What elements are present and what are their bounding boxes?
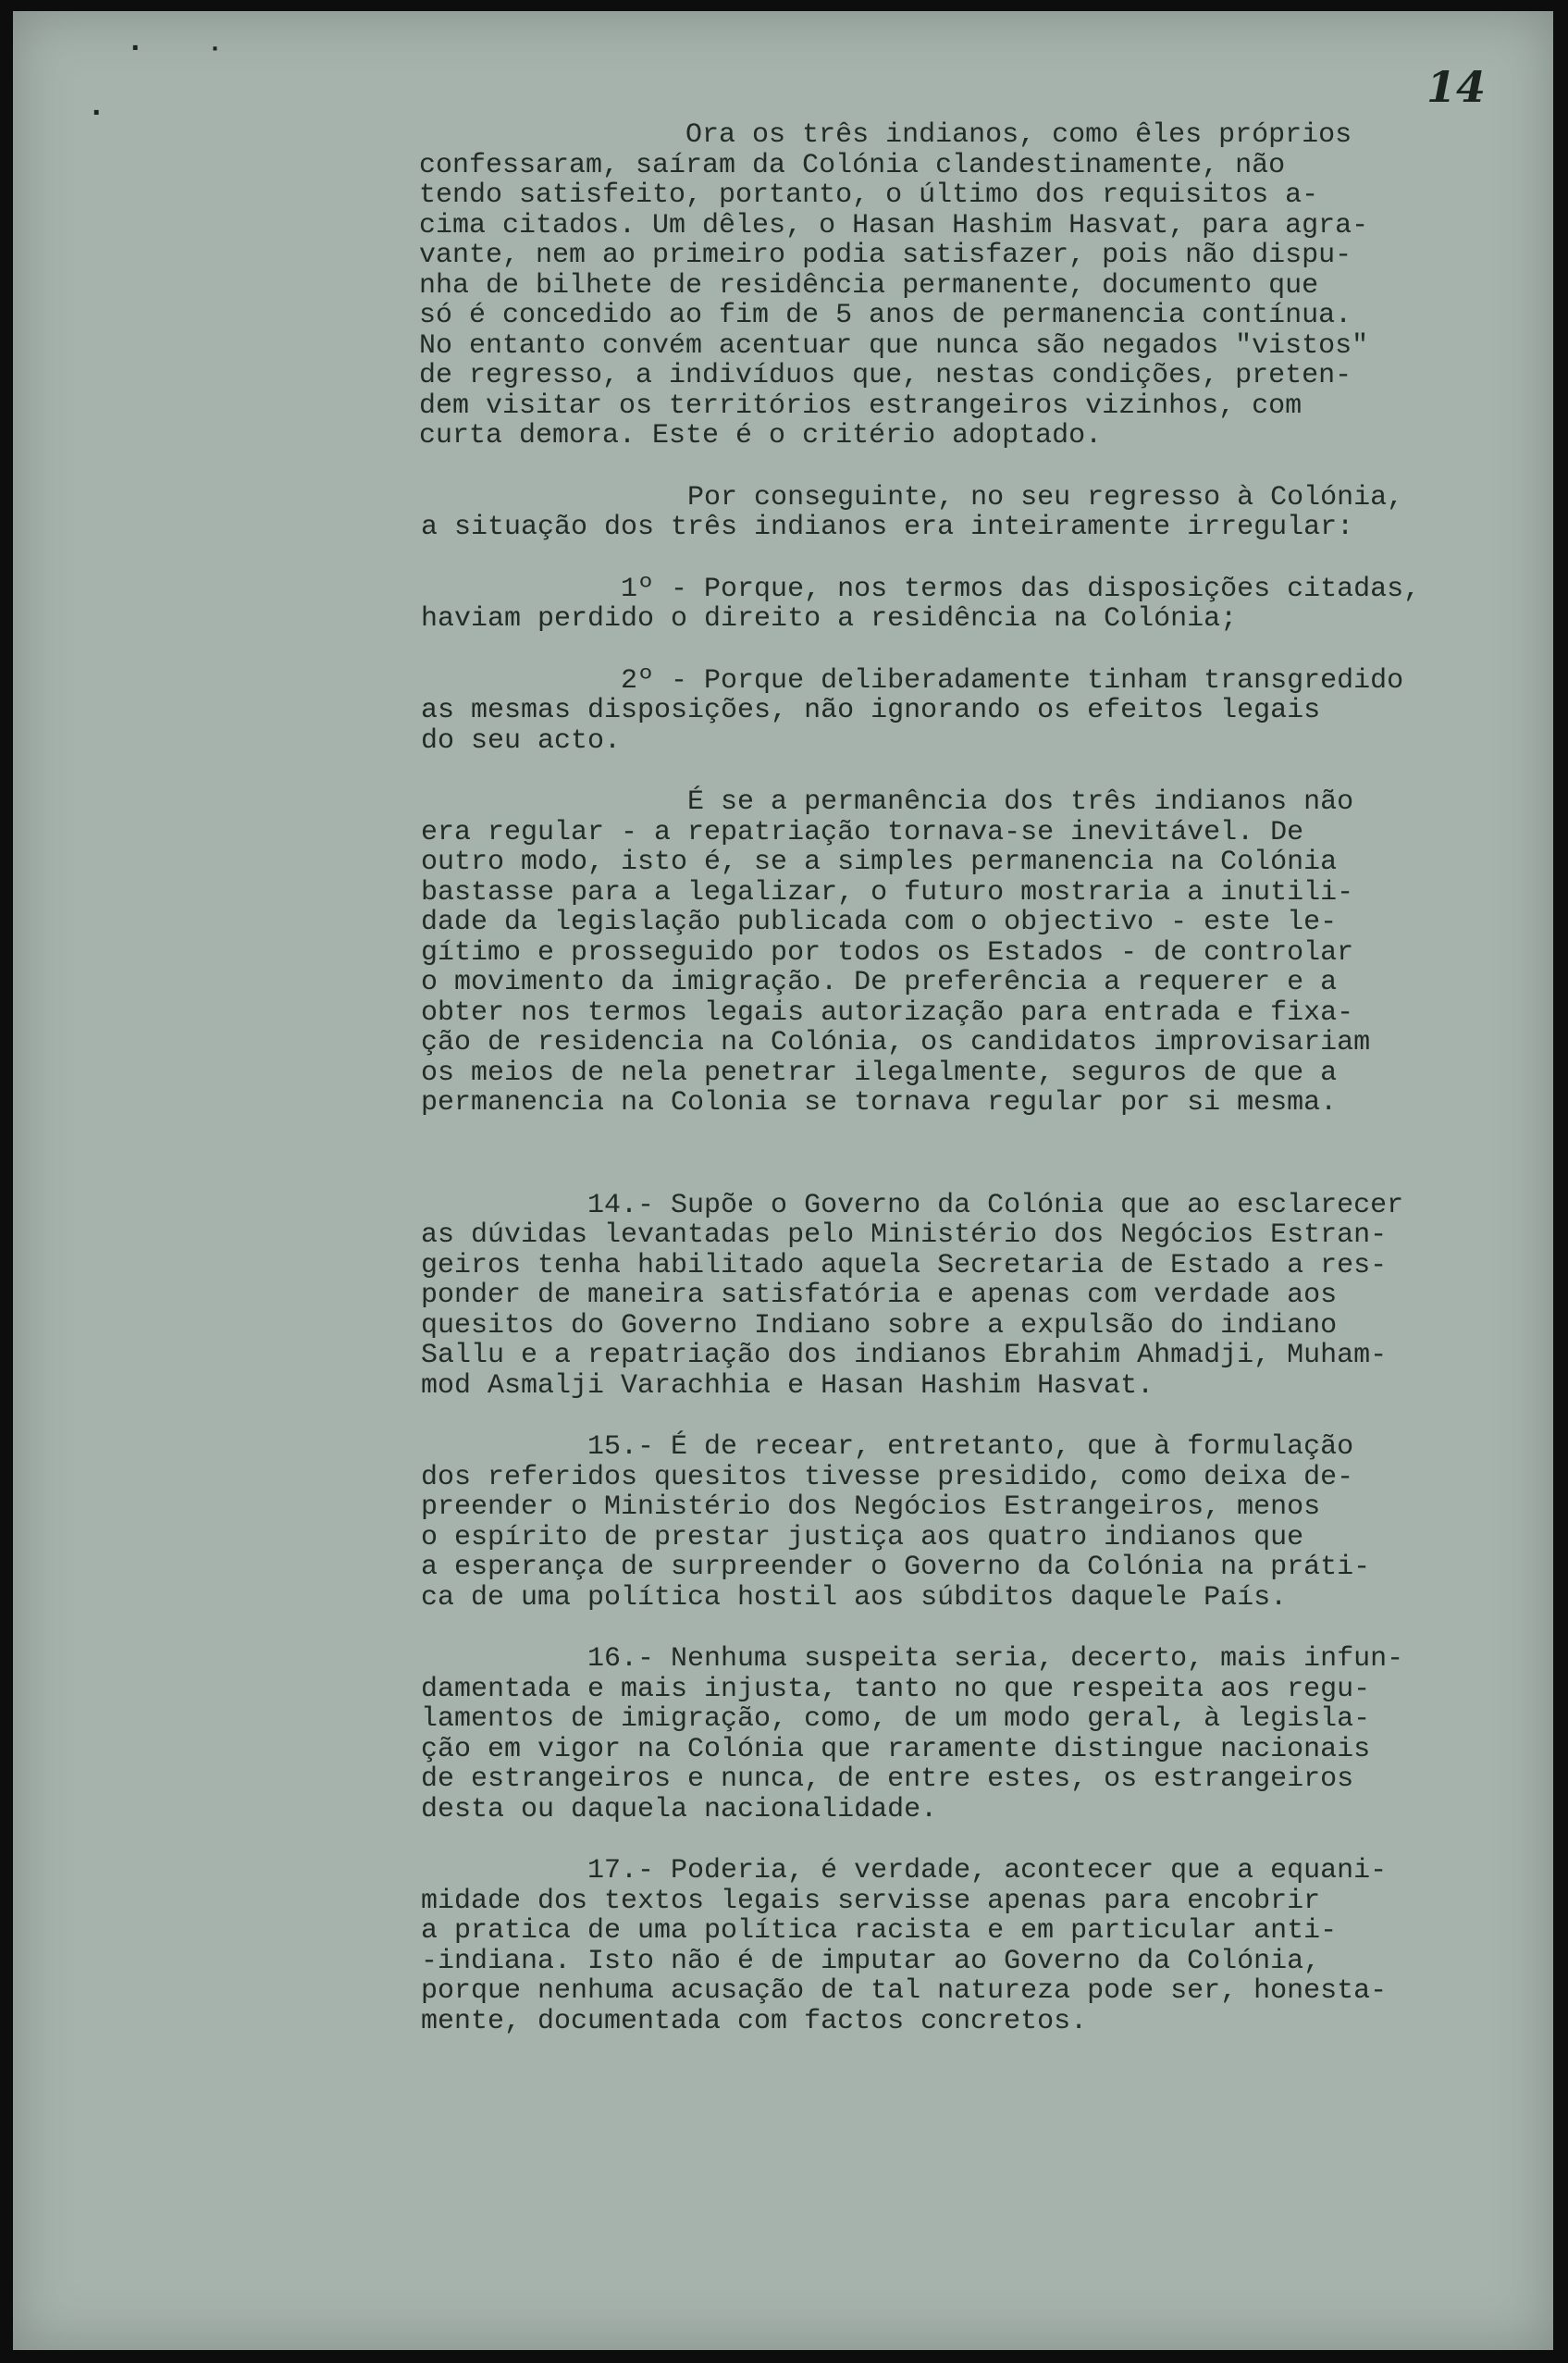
paragraph xyxy=(421,787,1494,1119)
text-line: de regresso, a indivíduos que, nestas condições, preten- xyxy=(419,360,1352,391)
text-line: só é concedido ao fim de 5 anos de permanencia contínua. xyxy=(419,300,1352,331)
text-line: dos referidos quesitos tivesse presidido, como deixa de- xyxy=(421,1461,1354,1493)
paragraph xyxy=(421,1856,1494,2036)
text-line: 14.- Supõe o Governo da Colónia que ao esclarecer xyxy=(421,1189,1404,1221)
text-line: Por conseguinte, no seu regresso à Colónia, xyxy=(421,481,1404,513)
text-line: 2º - Porque deliberadamente tinham transgredido xyxy=(421,664,1404,697)
body-text xyxy=(421,120,1494,2036)
text-line: o movimento da imigração. De preferência a requerer e a xyxy=(421,967,1338,998)
text-line: midade dos textos legais servisse apenas para encobrir xyxy=(421,1885,1321,1917)
text-line: permanencia na Colonia se tornava regular por si mesma. xyxy=(421,1087,1338,1119)
text-line: 1º - Porque, nos termos das disposições citadas, xyxy=(421,573,1421,605)
text-line: -indiana. Isto não é de imputar ao Governo da Colónia, xyxy=(421,1945,1321,1977)
text-line: porque nenhuma acusação de tal natureza pode ser, honesta- xyxy=(421,1975,1388,2007)
paragraph xyxy=(419,120,1494,452)
text-line: cima citados. Um dêles, o Hasan Hashim Hasvat, para agra- xyxy=(419,209,1369,241)
text-line: 17.- Poderia, é verdade, acontecer que a equani- xyxy=(421,1855,1388,1887)
text-line: 16.- Nenhuma suspeita seria, decerto, mais infun- xyxy=(421,1643,1404,1675)
paragraph xyxy=(421,575,1494,635)
text-line: era regular - a repatriação tornava-se inevitável. De xyxy=(421,816,1304,848)
text-line: vante, nem ao primeiro podia satisfazer, pois não dispu- xyxy=(419,240,1352,271)
text-line: gítimo e prosseguido por todos os Estados - de controlar xyxy=(421,936,1354,969)
text-line: 15.- É de recear, entretanto, que à formulação xyxy=(421,1431,1354,1463)
document-page xyxy=(13,11,1553,2350)
text-line: os meios de nela penetrar ilegalmente, seguros de que a xyxy=(421,1057,1338,1089)
text-line: quesitos do Governo Indiano sobre a expulsão do indiano xyxy=(421,1309,1338,1342)
paragraph xyxy=(421,483,1494,543)
text-line: Ora os três indianos, como êles próprios xyxy=(419,119,1352,151)
text-line: outro modo, isto é, se a simples permanencia na Colónia xyxy=(421,847,1338,878)
paragraph xyxy=(421,1644,1494,1825)
text-line: as dúvidas levantadas pelo Ministério dos Negócios Estran- xyxy=(421,1219,1388,1251)
text-line: ponder de maneira satisfatória e apenas com verdade aos xyxy=(421,1280,1338,1311)
text-line: desta ou daquela nacionalidade. xyxy=(421,1793,938,1825)
paragraph xyxy=(421,666,1494,757)
text-line: a pratica de uma política racista e em particular anti- xyxy=(421,1915,1338,1947)
text-line: No entanto convém acentuar que nunca são negados "vistos" xyxy=(419,329,1369,362)
text-line: obter nos termos legais autorização para entrada e fixa- xyxy=(421,996,1354,1029)
text-line: damentada e mais injusta, tanto no que respeita aos regu- xyxy=(421,1673,1371,1705)
ink-mark: · xyxy=(207,35,223,64)
text-line: geiros tenha habilitado aquela Secretaria de Estado a res- xyxy=(421,1249,1388,1281)
text-line: curta demora. Este é o critério adoptado. xyxy=(419,420,1103,452)
text-line: a situação dos três indianos era inteiramente irregular: xyxy=(421,512,1354,543)
text-line: lamentos de imigração, como, de um modo geral, à legisla- xyxy=(421,1703,1371,1735)
text-line: bastasse para a legalizar, o futuro mostraria a inutili- xyxy=(421,876,1354,909)
text-line: haviam perdido o direito a residência na Colónia; xyxy=(421,603,1238,635)
text-line: dade da legislação publicada com o objectivo - este le- xyxy=(421,907,1338,938)
paragraph xyxy=(421,1432,1494,1613)
text-line: mente, documentada com factos concretos. xyxy=(421,2005,1088,2037)
text-line: de estrangeiros e nunca, de entre estes, os estrangeiros xyxy=(421,1763,1354,1795)
ink-mark: · xyxy=(126,31,145,67)
text-line: confessaram, saíram da Colónia clandestinamente, não xyxy=(419,149,1286,181)
text-line: as mesmas disposições, não ignorando os efeitos legais xyxy=(421,695,1321,726)
text-line: preender o Ministério dos Negócios Estrangeiros, menos xyxy=(421,1491,1321,1523)
paragraph xyxy=(421,1191,1494,1402)
text-line: É se a permanência dos três indianos não xyxy=(421,786,1354,818)
text-line: ção de residencia na Colónia, os candidatos improvisariam xyxy=(421,1027,1371,1058)
text-line: o espírito de prestar justiça aos quatro indianos que xyxy=(421,1521,1304,1553)
text-line: ca de uma política hostil aos súbditos daquele País. xyxy=(421,1581,1288,1614)
text-line: nha de bilhete de residência permanente, documento que xyxy=(419,269,1319,302)
text-line: do seu acto. xyxy=(421,724,622,757)
text-line: Sallu e a repatriação dos indianos Ebrahim Ahmadji, Muham- xyxy=(421,1340,1388,1371)
ink-mark: · xyxy=(87,96,106,131)
text-line: mod Asmalji Varachhia e Hasan Hashim Hasvat. xyxy=(421,1369,1154,1402)
text-line: dem visitar os territórios estrangeiros vizinhos, com xyxy=(419,390,1303,422)
text-line: tendo satisfeito, portanto, o último dos requisitos a- xyxy=(419,179,1319,211)
text-line: ção em vigor na Colónia que raramente distingue nacionais xyxy=(421,1733,1371,1765)
text-line: a esperança de surpreender o Governo da Colónia na práti- xyxy=(421,1552,1371,1583)
page-number: 14 xyxy=(1426,62,1487,112)
